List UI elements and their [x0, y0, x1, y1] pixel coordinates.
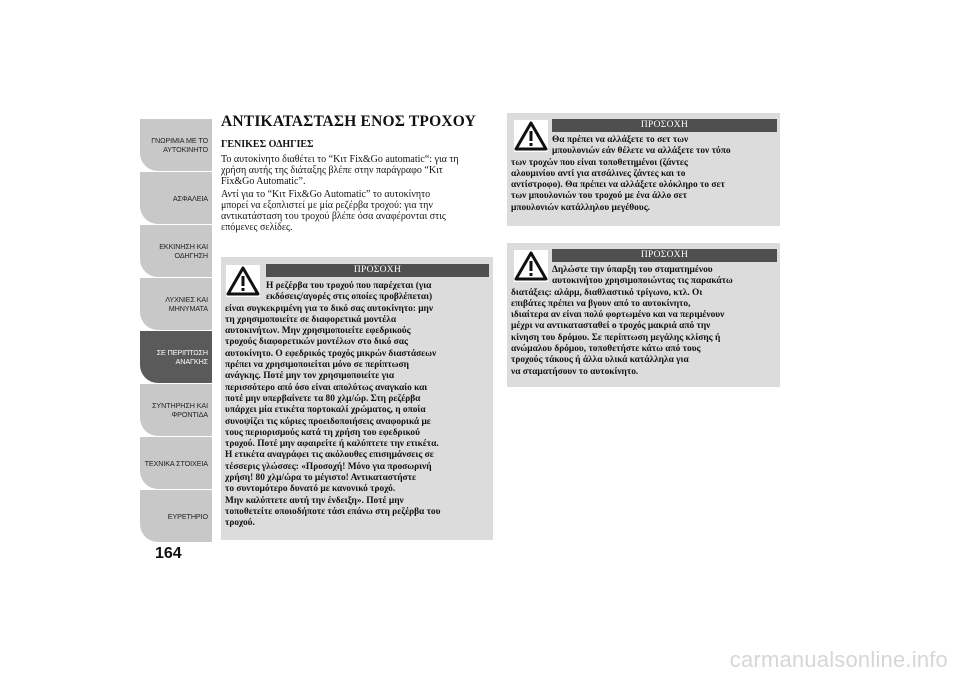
warning-box-spare-wheel [221, 257, 493, 540]
nav-tab-safety[interactable] [140, 172, 212, 224]
paragraph-2: Αντί για το “Κιτ Fix&Go Automatic” το αυτοκίνητο μπορεί να εξοπλιστεί με μία ρεζέρβα τροχού: για την αντικατάσταση του τροχού βλέπε όσα αναφέρονται στις επόμενες σελίδες. [221, 189, 446, 233]
nav-tab-label: ΤΕΧΝΙΚΑ ΣΤΟΙΧΕΙΑ [144, 458, 208, 468]
warning-heading: ΠΡΟΣΟΧΗ [266, 264, 489, 277]
nav-tab-getting-to-know[interactable] [140, 119, 212, 171]
nav-tab-label: ΛΥΧΝΙΕΣ ΚΑΙ ΜΗΝΥΜΑΤΑ [165, 295, 208, 313]
warning-box-wheel-bolts [507, 113, 780, 226]
nav-tab-technical-data[interactable] [140, 437, 212, 489]
nav-tab-label: ΕΚΚΙΝΗΣΗ ΚΑΙ ΟΔΗΓΗΣΗ [159, 242, 208, 260]
warning-heading: ΠΡΟΣΟΧΗ [552, 249, 777, 262]
nav-tab-label: ΕΥΡΕΤΗΡΙΟ [167, 511, 208, 521]
nav-tab-emergency[interactable] [140, 331, 212, 383]
warning-text: Δηλώστε την ύπαρξη του σταματημένου αυτοκινήτου χρησιμοποιώντας τις παρακάτω διατάξεις: αλάρμ, διαθλαστικό τρίγωνο, κτλ. Οι επιβάτες πρέπει να βγουν από το αυτοκίνητο, ιδιαίτερα αν είναι πολύ φορτωμένο και να περιμένουν μέχρι να αντικατασταθεί ο τροχός μακριά από την κίνηση του δρόμου. Σε περίπτωση μεγάλης κλίσης ή ανώμαλου δρόμου, τοποθετήστε κάτω από τους τροχούς τάκους ή άλλα υλικά κατάλληλα για να σταματήσουν το αυτοκίνητο. [511, 265, 733, 377]
page-title: ΑΝΤΙΚΑΤΑΣΤΑΣΗ ΕΝΟΣ ΤΡΟΧΟΥ [221, 113, 476, 130]
nav-tab-maintenance[interactable] [140, 384, 212, 436]
nav-tab-label: ΑΣΦΑΛΕΙΑ [172, 193, 208, 203]
nav-tab-starting-driving[interactable] [140, 225, 212, 277]
warning-text: Η ρεζέρβα του τροχού που παρέχεται (για εκδόσεις/αγορές στις οποίες προβλέπεται) είναι συγκεκριμένη για το δικό σας αυτοκίνητο: μην τη χρησιμοποιείτε σε διαφορετικά μοντέλα αυτοκινήτων. Μην χρησιμοποιείτε εφεδρικούς τροχούς διαφορετικών μοντέλων στο δικό σας αυτοκίνητο. Ο εφεδρικός τροχός μικρών διαστάσεων πρέπει να χρησιμοποιείται μόνο σε περίπτωση ανάγκης. Ποτέ μην τον χρησιμοποιείτε για περισσότερο από όσο είναι απολύτως αναγκαίο και ποτέ μην υπερβαίνετε τα 80 χλμ/ώρ. Στη ρεζέρβα υπάρχει μία ετικέτα πορτοκαλί χρώματος, η οποία συνοψίζει τις κύριες προειδοποιήσεις αναφορικά με τους περιορισμούς κατά τη χρήση του εφεδρικού τροχού. Ποτέ μην αφαιρείτε ή καλύπτετε την ετικέτα. Η ετικέτα αναγράφει τις ακόλουθες επισημάνσεις σε τέσσερις γλώσσες: «Προσοχή! Μόνο για προσωρινή χρήση! 80 χλμ/ώρα το μέγιστο! Αντικαταστήστε το συντομότερο δυνατό με κανονικό τροχό. Μην καλύπτετε αυτή την ένδειξη». Ποτέ μην τοποθετείτε οποιοδήποτε τάσι επάνω στη ρεζέρβα του τροχού. [225, 281, 441, 529]
warning-box-stopped-vehicle [507, 243, 780, 387]
nav-tab-label: ΣΥΝΤΗΡΗΣΗ ΚΑΙ ΦΡΟΝΤΙΔΑ [152, 401, 208, 419]
nav-tab-label: ΣΕ ΠΕΡΙΠΤΩΣΗ ΑΝΑΓΚΗΣ [156, 348, 208, 366]
main-column [221, 113, 493, 235]
page-number: 164 [155, 545, 182, 562]
paragraph-1: Το αυτοκίνητο διαθέτει το “Κιτ Fix&Go automatic“: για τη χρήση αυτής της διάταξης βλέπε στην παράγραφο “Κιτ Fix&Go Automatic”. [221, 154, 459, 187]
section-subtitle: ΓΕΝΙΚΕΣ ΟΔΗΓΙΕΣ [221, 139, 314, 150]
warning-heading: ΠΡΟΣΟΧΗ [552, 119, 777, 132]
nav-tab-label: ΓΝΩΡΙΜΙΑ ΜΕ ΤΟ ΑΥΤΟΚΙΝΗΤΟ [151, 136, 208, 154]
nav-tab-index[interactable] [140, 490, 212, 542]
warning-text: Θα πρέπει να αλλάξετε το σετ των μπουλονιών εάν θέλετε να αλλάξετε τον τύπο των τροχών που είναι τοποθετημένοι (ζάντες αλουμινίου αντί για ατσάλινες ζάντες και το αντίστροφο). Θα πρέπει να αλλάξετε ολόκληρο το σετ των μπουλονιών του τροχού με ένα άλλο σετ μπουλονιών κατάλληλου μεγέθους. [511, 135, 731, 213]
nav-tab-warning-lights[interactable] [140, 278, 212, 330]
watermark: carmanualsonline.info [729, 647, 948, 672]
